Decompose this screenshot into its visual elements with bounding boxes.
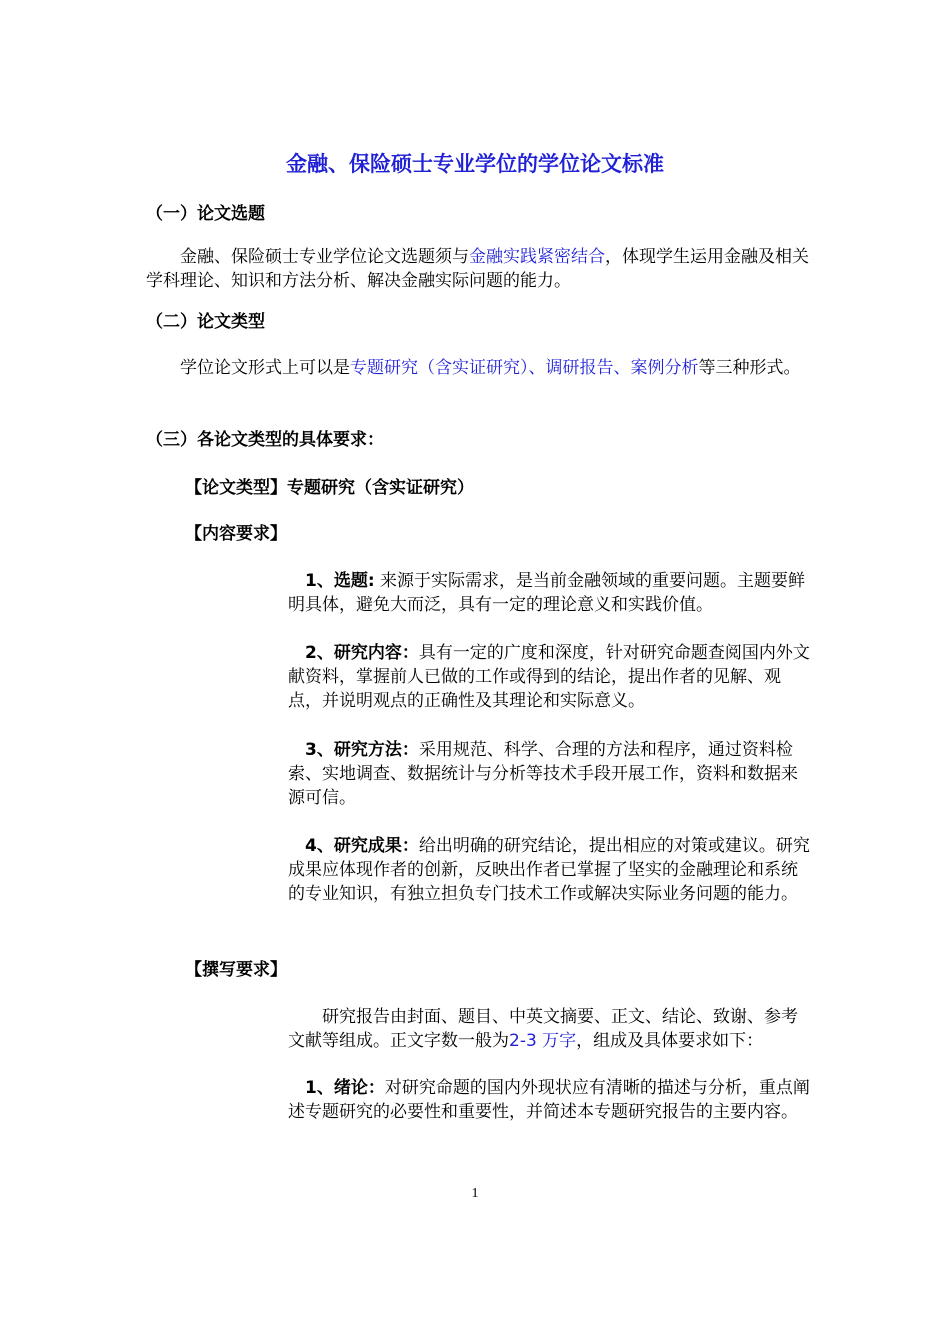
content-item-1 bbox=[288, 569, 810, 617]
writing-item-1-term: 1、绪论： bbox=[305, 1078, 385, 1098]
content-item-4-text: 给出明确的研究结论，提出相应的对策或建议。研究成果应体现作者的创新，反映出作者已掌握了坚实的金融理论和系统的专业知识，有独立担负专门技术工作或解决实际业务问题的能力。 bbox=[288, 836, 810, 904]
writing-highlight: 2-3 万字 bbox=[509, 1031, 577, 1051]
content-item-2-term: 2、研究内容： bbox=[305, 643, 419, 663]
writing-paragraph bbox=[288, 1005, 810, 1053]
writing-item-1-text: 对研究命题的国内外现状应有清晰的描述与分析，重点阐述专题研究的必要性和重要性，并简述本专题研究报告的主要内容。 bbox=[288, 1078, 810, 1122]
topic-text-a: 金融、保险硕士专业学位论文选题须与 bbox=[180, 247, 469, 267]
topic-highlight: 金融实践紧密结合 bbox=[469, 247, 605, 267]
section-heading-requirements: （三）各论文类型的具体要求： bbox=[146, 430, 384, 450]
writing-text-b: ，组成及具体要求如下： bbox=[576, 1031, 764, 1051]
topic-paragraph bbox=[146, 245, 810, 293]
type-text-a: 学位论文形式上可以是 bbox=[180, 358, 350, 378]
content-requirements-label: 【内容要求】 bbox=[185, 524, 287, 544]
writing-requirements-label: 【撰写要求】 bbox=[185, 960, 287, 980]
content-item-3 bbox=[288, 738, 810, 810]
content-item-2-text: 具有一定的广度和深度，针对研究命题查阅国内外文献资料，掌握前人已做的工作或得到的结论，提出作者的见解、观点，并说明观点的正确性及其理论和实际意义。 bbox=[288, 643, 810, 711]
section-heading-type: （二）论文类型 bbox=[146, 312, 265, 332]
type-highlight: 专题研究（含实证研究）、调研报告、案例分析 bbox=[350, 358, 699, 378]
page-title: 金融、保险硕士专业学位的学位论文标准 bbox=[286, 152, 664, 176]
writing-item-1 bbox=[288, 1076, 810, 1124]
content-item-3-text: 采用规范、科学、合理的方法和程序，通过资料检索、实地调查、数据统计与分析等技术手段开展工作，资料和数据来源可信。 bbox=[288, 740, 798, 808]
content-item-3-term: 3、研究方法： bbox=[305, 740, 419, 760]
content-item-2 bbox=[288, 641, 810, 713]
content-item-4 bbox=[288, 834, 810, 906]
content-item-4-term: 4、研究成果： bbox=[305, 836, 419, 856]
content-item-1-text: 来源于实际需求，是当前金融领域的重要问题。主题要鲜明具体，避免大而泛，具有一定的理论意义和实践价值。 bbox=[288, 571, 806, 615]
page-number: 1 bbox=[471, 1186, 479, 1201]
section-heading-topic: （一）论文选题 bbox=[146, 204, 265, 224]
thesis-type-label: 【论文类型】专题研究（含实证研究） bbox=[185, 478, 474, 498]
writing-text-a: 研究报告由封面、题目、中英文摘要、正文、结论、致谢、参考文献等组成。正文字数一般为 bbox=[288, 1007, 798, 1051]
topic-text-b: ，体现学生运用金融及相关学科理论、知识和方法分析、解决金融实际问题的能力。 bbox=[146, 247, 809, 291]
type-text-b: 等三种形式。 bbox=[698, 358, 801, 378]
content-item-1-term: 1、选题: bbox=[305, 571, 375, 591]
type-paragraph bbox=[146, 356, 810, 380]
